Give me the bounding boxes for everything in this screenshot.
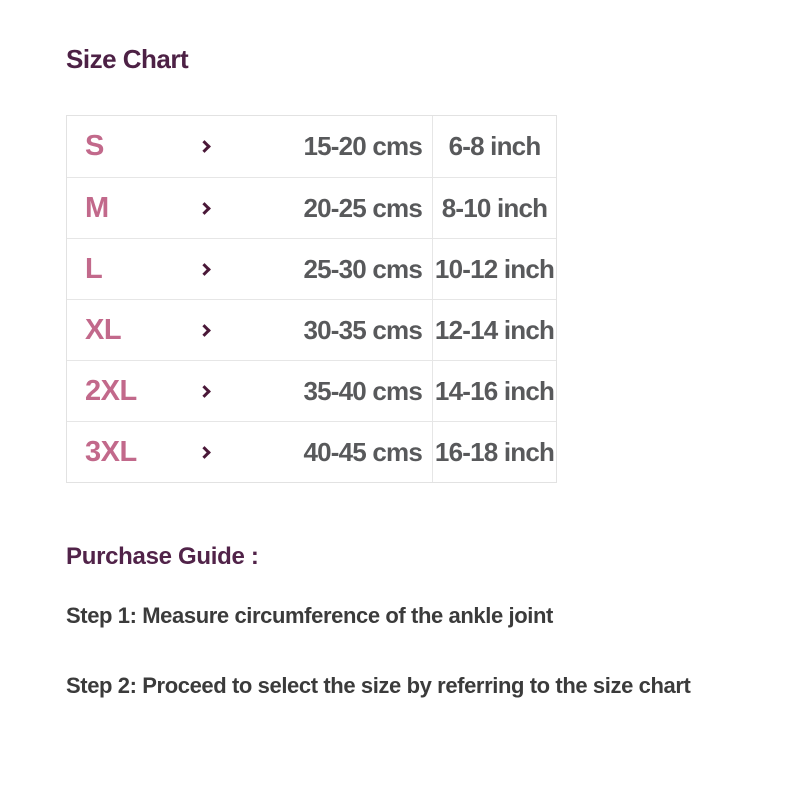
chevron-right-icon bbox=[198, 202, 211, 215]
table-row bbox=[67, 421, 556, 482]
inch-value: 16-18 inch bbox=[432, 422, 556, 482]
chevron-cell bbox=[182, 387, 232, 396]
chevron-cell bbox=[182, 326, 232, 335]
purchase-guide-step: Step 1: Measure circumference of the ankle joint bbox=[66, 603, 553, 628]
table-row bbox=[67, 360, 556, 421]
cms-value: 35-40 cms bbox=[303, 375, 422, 406]
chevron-right-icon bbox=[198, 324, 211, 337]
table-row bbox=[67, 238, 556, 299]
inch-value: 14-16 inch bbox=[432, 361, 556, 421]
cms-value: 40-45 cms bbox=[303, 436, 422, 467]
inch-value: 10-12 inch bbox=[432, 239, 556, 299]
table-row bbox=[67, 116, 556, 177]
cms-value: 25-30 cms bbox=[303, 253, 422, 284]
page-title: Size Chart bbox=[66, 44, 189, 74]
chevron-right-icon bbox=[198, 140, 211, 153]
inch-value: 8-10 inch bbox=[432, 178, 556, 238]
chevron-cell bbox=[182, 448, 232, 457]
size-label: XL bbox=[85, 313, 122, 346]
purchase-guide-step: Step 2: Proceed to select the size by referring to the size chart bbox=[66, 673, 691, 698]
table-row bbox=[67, 299, 556, 360]
size-label: S bbox=[85, 130, 104, 162]
size-label: L bbox=[85, 252, 103, 285]
cms-value: 15-20 cms bbox=[303, 131, 422, 161]
inch-value: 6-8 inch bbox=[432, 116, 556, 177]
inch-value: 12-14 inch bbox=[432, 300, 556, 360]
chevron-cell bbox=[182, 204, 232, 213]
chevron-right-icon bbox=[198, 446, 211, 459]
chevron-right-icon bbox=[198, 263, 211, 276]
size-label: 3XL bbox=[85, 435, 137, 468]
cms-value: 30-35 cms bbox=[303, 314, 422, 345]
size-label: M bbox=[85, 191, 109, 224]
chevron-cell bbox=[182, 142, 232, 151]
chevron-cell bbox=[182, 265, 232, 274]
chevron-right-icon bbox=[198, 385, 211, 398]
size-label: 2XL bbox=[85, 374, 137, 407]
size-chart-table bbox=[66, 115, 557, 483]
cms-value: 20-25 cms bbox=[303, 192, 422, 223]
table-row bbox=[67, 177, 556, 238]
purchase-guide-heading: Purchase Guide : bbox=[66, 543, 259, 570]
